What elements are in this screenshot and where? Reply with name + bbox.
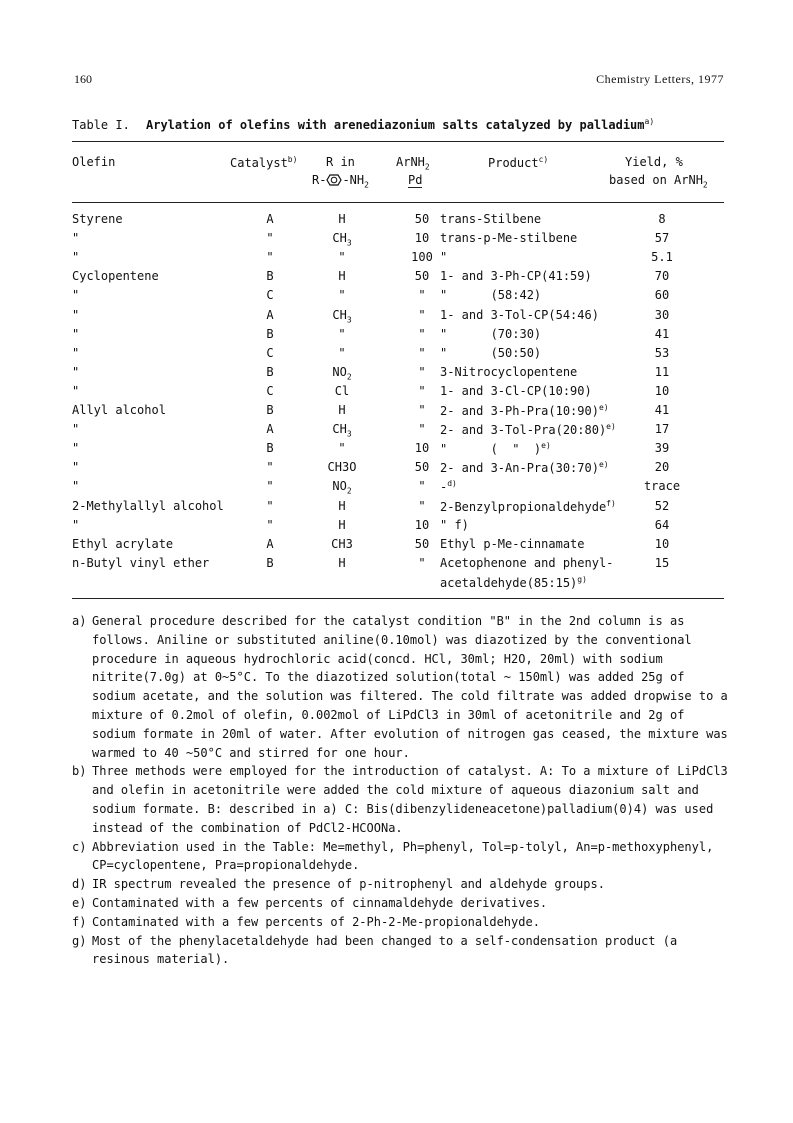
cell-product: 2-Benzylpropionaldehyde$^{f)}$ <box>440 498 616 514</box>
footnote-g: g) Most of the phenylacetaldehyde had been changed to a self-condensation product (a resinous material). <box>72 933 678 967</box>
cell-arnh2-pd: 50 <box>414 269 430 284</box>
cell-yield: 60 <box>654 288 670 303</box>
table-bottom-rule <box>72 598 724 599</box>
cell-arnh2-pd: " <box>418 307 426 322</box>
col-yield-basis: based on ArNH$_2$ <box>609 173 708 190</box>
footnote-f: f) Contaminated with a few percents of 2-Ph-2-Me-propionaldehyde. <box>72 914 540 929</box>
cell-yield: 53 <box>654 345 670 360</box>
cell-arnh2-pd: " <box>418 555 426 570</box>
footnote-c: c) Abbreviation used in the Table: Me=methyl, Ph=phenyl, Tol=p-tolyl, An=p-methoxyphenyl, CP=cyclopentene, Pra=propionaldehyde. <box>72 839 714 873</box>
footnote-e: e) Contaminated with a few percents of cinnamaldehyde derivatives. <box>72 895 548 910</box>
cell-arnh2-pd: " <box>418 422 426 437</box>
table-row <box>72 403 724 421</box>
cell-r: " <box>338 326 346 341</box>
cell-product: 3-Nitrocyclopentene <box>440 364 578 379</box>
cell-arnh2-pd: 50 <box>414 536 430 551</box>
cell-product: 2- and 3-An-Pra(30:70)$^{e)}$ <box>440 460 609 476</box>
cell-catalyst: " <box>266 460 274 475</box>
table-row <box>72 499 724 517</box>
cell-catalyst: " <box>266 231 274 246</box>
cell-catalyst: B <box>266 403 274 417</box>
cell-yield: 41 <box>654 403 670 417</box>
footnote-b: b) Three methods were employed for the introduction of catalyst. A: To a mixture of LiPdCl3 and olefin in acetonitrile were added the cold mixture of aqueous diazonium salt and sodium formate. B: described in a) C: Bis(dibenzylideneacetone)palladium(0)4) was used instead of the combination of PdCl2-HCOONa. <box>72 764 728 835</box>
cell-product: Ethyl p-Me-cinnamate <box>440 536 585 551</box>
cell-olefin: " <box>72 460 80 475</box>
cell-catalyst: A <box>266 212 274 226</box>
cell-r: $CH_3$ <box>332 231 352 248</box>
table-row <box>72 537 724 555</box>
cell-catalyst: " <box>266 498 274 513</box>
cell-r: H <box>338 212 346 226</box>
cell-r: Cl <box>334 383 350 398</box>
cell-r: H <box>338 555 346 570</box>
cell-olefin: " <box>72 441 80 456</box>
cell-catalyst: B <box>266 364 274 379</box>
table-row <box>72 365 724 383</box>
benzene-ring-icon <box>326 174 342 186</box>
cell-olefin: Allyl alcohol <box>72 403 166 417</box>
table-row <box>72 441 724 459</box>
table-title: Arylation of olefins with arenediazonium salts catalyzed by palladium <box>146 118 645 132</box>
cell-r: " <box>338 250 346 265</box>
table-row <box>72 212 724 230</box>
cell-arnh2-pd: 100 <box>411 250 433 265</box>
table-header-rule <box>72 202 724 203</box>
cell-yield: trace <box>643 479 681 494</box>
cell-catalyst: A <box>266 536 274 551</box>
cell-catalyst: B <box>266 269 274 284</box>
cell-product: " (70:30) <box>440 326 542 341</box>
cell-yield: 20 <box>654 460 670 475</box>
table-row <box>72 308 724 326</box>
cell-r: H <box>338 517 346 532</box>
cell-olefin: " <box>72 383 80 398</box>
cell-catalyst: " <box>266 517 274 532</box>
cell-yield: 5.1 <box>651 250 673 265</box>
table-top-rule <box>72 141 724 142</box>
cell-r: " <box>338 288 346 303</box>
table-label: Table I. <box>72 118 130 132</box>
table-row <box>72 479 724 497</box>
cell-arnh2-pd: " <box>418 479 426 494</box>
cell-product: " (50:50) <box>440 345 542 360</box>
cell-arnh2-pd: " <box>418 403 426 417</box>
table-row <box>72 518 724 536</box>
table-row <box>72 250 724 268</box>
cell-product: trans-Stilbene <box>440 212 542 226</box>
col-olefin: Olefin <box>72 155 116 169</box>
cell-arnh2-pd: 50 <box>414 212 430 226</box>
cell-yield: 41 <box>654 326 670 341</box>
cell-product: -$^{d)}$ <box>440 479 457 495</box>
table-row <box>72 231 724 249</box>
cell-olefin: " <box>72 250 80 265</box>
cell-yield: 57 <box>654 231 670 246</box>
cell-r: CH3 <box>331 536 353 551</box>
cell-catalyst: B <box>266 326 274 341</box>
cell-olefin: " <box>72 326 80 341</box>
col-yield: Yield, % <box>625 155 683 169</box>
cell-arnh2-pd: 50 <box>414 460 430 475</box>
cell-yield: 70 <box>654 269 670 284</box>
table-caption <box>72 117 654 132</box>
cell-arnh2-pd: 10 <box>414 517 430 532</box>
col-r-in: R in <box>326 155 355 169</box>
cell-arnh2-pd: " <box>418 288 426 303</box>
cell-olefin: Styrene <box>72 212 123 226</box>
cell-olefin: " <box>72 345 80 360</box>
cell-olefin: " <box>72 479 80 494</box>
cell-r: " <box>338 345 346 360</box>
cell-r: CH3O <box>327 460 357 475</box>
table-row <box>72 422 724 440</box>
cell-olefin: Ethyl acrylate <box>72 536 174 551</box>
table-row <box>72 460 724 478</box>
table-title-footnote: a) <box>644 117 655 126</box>
table-row-continuation <box>72 575 724 593</box>
cell-catalyst: A <box>266 422 274 437</box>
cell-yield: 8 <box>658 212 666 226</box>
cell-catalyst: C <box>266 383 274 398</box>
cell-catalyst: C <box>266 345 274 360</box>
cell-olefin: " <box>72 288 80 303</box>
cell-yield: 39 <box>654 441 670 456</box>
cell-yield: 10 <box>654 536 670 551</box>
cell-r: " <box>338 441 346 456</box>
cell-product: trans-p-Me-stilbene <box>440 231 578 246</box>
col-product: Product$^{c)}$ <box>488 155 549 170</box>
cell-r: H <box>338 269 346 284</box>
cell-product: 2- and 3-Tol-Pra(20:80)$^{e)}$ <box>440 422 616 438</box>
footnote-d: d) IR spectrum revealed the presence of p-nitrophenyl and aldehyde groups. <box>72 877 605 892</box>
cell-catalyst: C <box>266 288 274 303</box>
cell-olefin: " <box>72 364 80 379</box>
cell-yield: 30 <box>654 307 670 322</box>
cell-arnh2-pd: 10 <box>414 231 430 246</box>
cell-product: acetaldehyde(85:15)$^{g)}$ <box>440 574 587 590</box>
journal-header: Chemistry Letters, 1977 <box>596 72 724 86</box>
cell-olefin: " <box>72 517 80 532</box>
cell-olefin: n-Butyl vinyl ether <box>72 555 210 570</box>
cell-product: 2- and 3-Ph-Pra(10:90)$^{e)}$ <box>440 403 609 418</box>
cell-olefin: " <box>72 422 80 437</box>
table-row <box>72 346 724 364</box>
cell-r: H <box>338 403 346 417</box>
cell-catalyst: " <box>266 250 274 265</box>
cell-catalyst: B <box>266 441 274 456</box>
cell-product: " ( " )$^{e)}$ <box>440 441 551 457</box>
cell-arnh2-pd: " <box>418 383 426 398</box>
cell-product: " <box>440 250 448 265</box>
cell-yield: 15 <box>654 555 670 570</box>
cell-product: " (58:42) <box>440 288 542 303</box>
cell-catalyst: " <box>266 479 274 494</box>
cell-arnh2-pd: " <box>418 498 426 513</box>
cell-arnh2-pd: " <box>418 345 426 360</box>
cell-olefin: " <box>72 231 80 246</box>
footnote-a: a) General procedure described for the catalyst condition "B" in the 2nd column is as follows. Aniline or substituted aniline(0.10mol) was diazotized by the conventional procedure in aqueous hydrochloric acid(concd. HCl, 30ml; H2O, 20ml) with sodium nitrite(7.0g) at 0~5°C. To the diazotized solution(total ~ 150ml) was added 25g of sodium acetate, and the solution was filtered. The cold filtrate was added dropwise to a mixture of 0.2mol of olefin, 0.002mol of LiPdCl3 in 30ml of acetonitrile and 2g of sodium formate in 20ml of water. After evolution of nitrogen gas ceased, the mixture was warmed to 40 ~50°C and stirred for one hour. <box>72 614 728 760</box>
table-row <box>72 269 724 287</box>
table-row <box>72 327 724 345</box>
cell-olefin: 2-Methylallyl alcohol <box>72 498 224 513</box>
table-row <box>72 384 724 402</box>
col-arnh2: ArNH$_2$ <box>396 155 430 172</box>
cell-catalyst: B <box>266 555 274 570</box>
col-catalyst: Catalyst$^{b)}$ <box>230 155 298 170</box>
cell-catalyst: A <box>266 307 274 322</box>
page-number: 160 <box>74 72 92 86</box>
cell-r: $CH_3$ <box>332 307 352 324</box>
cell-product: 1- and 3-Cl-CP(10:90) <box>440 383 592 398</box>
col-r-structure: R- $-NH_2$ <box>312 173 369 190</box>
cell-product: 1- and 3-Ph-CP(41:59) <box>440 269 592 284</box>
footnotes <box>72 612 732 969</box>
cell-arnh2-pd: 10 <box>414 441 430 456</box>
cell-olefin: " <box>72 307 80 322</box>
cell-olefin: Cyclopentene <box>72 269 159 284</box>
cell-r: H <box>338 498 346 513</box>
cell-arnh2-pd: " <box>418 364 426 379</box>
col-pd: Pd <box>408 173 423 187</box>
cell-yield: 17 <box>654 422 670 437</box>
cell-product: 1- and 3-Tol-CP(54:46) <box>440 307 599 322</box>
cell-yield: 64 <box>654 517 670 532</box>
table-row <box>72 288 724 306</box>
cell-yield: 52 <box>654 498 670 513</box>
cell-yield: 10 <box>654 383 670 398</box>
cell-product: " f) <box>440 517 469 532</box>
cell-r: $NO_2$ <box>332 364 352 382</box>
cell-yield: 11 <box>654 364 670 379</box>
cell-arnh2-pd: " <box>418 326 426 341</box>
cell-r: $CH_3$ <box>332 422 352 439</box>
table-row <box>72 556 724 574</box>
cell-r: $NO_2$ <box>332 479 352 496</box>
cell-product: Acetophenone and phenyl- <box>440 555 614 570</box>
